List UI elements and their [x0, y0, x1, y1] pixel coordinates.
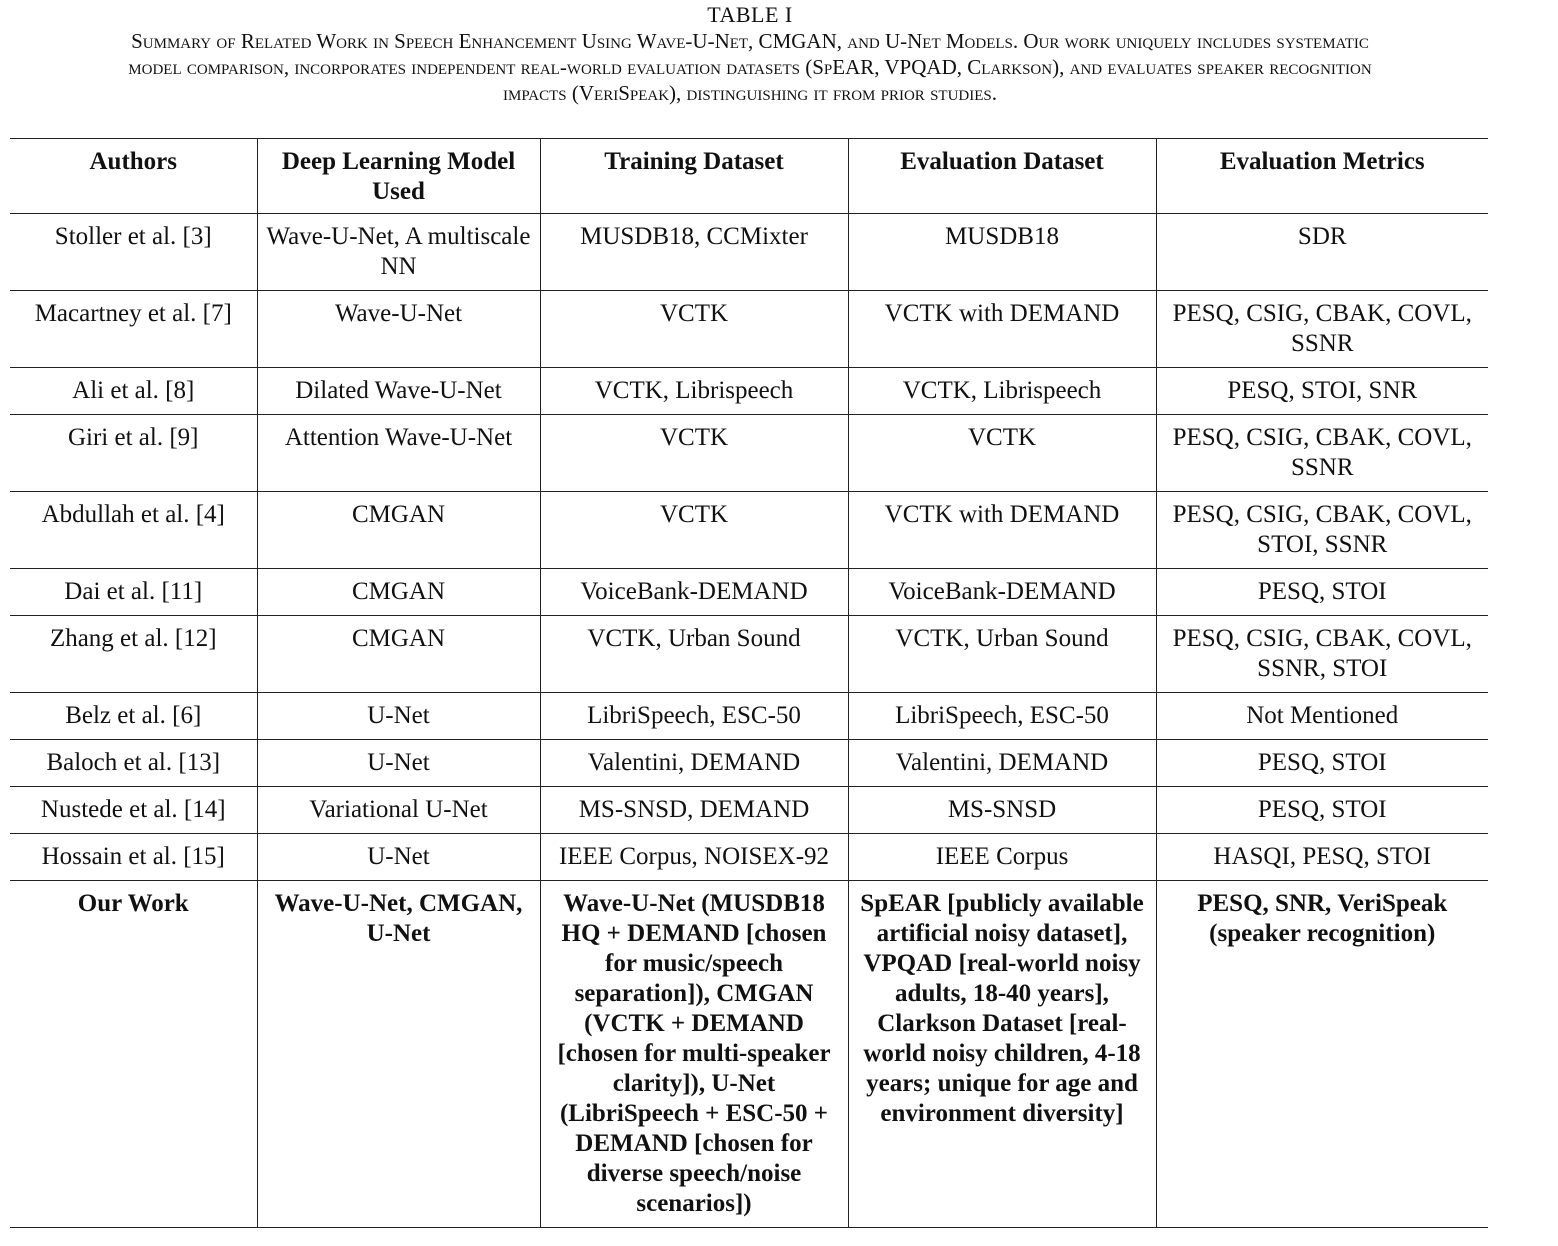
- cell-metrics: PESQ, CSIG, CBAK, COVL, SSNR, STOI: [1156, 616, 1488, 693]
- cell-authors: Our Work: [10, 881, 257, 1228]
- table-row: [10, 492, 1488, 569]
- cell-evaluation: MS-SNSD: [848, 787, 1156, 834]
- table-row: [10, 214, 1488, 291]
- cell-training: Wave-U-Net (MUSDB18 HQ + DEMAND [chosen for music/speech separation]), CMGAN (VCTK + DEMAND [chosen for multi-speaker clarity]), U-Net (LibriSpeech + ESC-50 + DEMAND [chosen for diverse speech/noise scenarios]): [540, 881, 848, 1228]
- cell-training: VCTK, Urban Sound: [540, 616, 848, 693]
- cell-metrics: PESQ, CSIG, CBAK, COVL, SSNR: [1156, 415, 1488, 492]
- cell-model: U-Net: [257, 834, 540, 881]
- cell-authors: Dai et al. [11]: [10, 569, 257, 616]
- table-row: [10, 291, 1488, 368]
- cell-model: Wave-U-Net: [257, 291, 540, 368]
- cell-model: CMGAN: [257, 616, 540, 693]
- header-evaluation-dataset: Evaluation Dataset: [848, 139, 1156, 214]
- cell-model: CMGAN: [257, 569, 540, 616]
- cell-metrics: PESQ, STOI, SNR: [1156, 368, 1488, 415]
- cell-training: VCTK: [540, 415, 848, 492]
- table-row: [10, 368, 1488, 415]
- cell-authors: Stoller et al. [3]: [10, 214, 257, 291]
- cell-evaluation: VCTK, Librispeech: [848, 368, 1156, 415]
- cell-authors: Abdullah et al. [4]: [10, 492, 257, 569]
- cell-model: U-Net: [257, 693, 540, 740]
- header-evaluation-metrics: Evaluation Metrics: [1156, 139, 1488, 214]
- cell-model: Wave-U-Net, CMGAN, U-Net: [257, 881, 540, 1228]
- header-training-dataset: Training Dataset: [540, 139, 848, 214]
- cell-evaluation: VCTK, Urban Sound: [848, 616, 1156, 693]
- cell-evaluation: VCTK: [848, 415, 1156, 492]
- cell-evaluation: VCTK with DEMAND: [848, 291, 1156, 368]
- cell-training: LibriSpeech, ESC-50: [540, 693, 848, 740]
- cell-training: Valentini, DEMAND: [540, 740, 848, 787]
- cell-metrics: SDR: [1156, 214, 1488, 291]
- caption-line-3: impacts (VeriSpeak), distinguishing it from prior studies.: [503, 81, 997, 105]
- cell-metrics: Not Mentioned: [1156, 693, 1488, 740]
- table-row: [10, 693, 1488, 740]
- related-work-table: [10, 138, 1488, 1228]
- table-row: [10, 415, 1488, 492]
- cell-metrics: PESQ, CSIG, CBAK, COVL, STOI, SSNR: [1156, 492, 1488, 569]
- table-row: [10, 834, 1488, 881]
- table-row-our-work: [10, 881, 1488, 1228]
- table-row: [10, 569, 1488, 616]
- cell-metrics: HASQI, PESQ, STOI: [1156, 834, 1488, 881]
- header-row: [10, 139, 1488, 214]
- cell-training: MS-SNSD, DEMAND: [540, 787, 848, 834]
- cell-training: IEEE Corpus, NOISEX-92: [540, 834, 848, 881]
- cell-metrics: PESQ, STOI: [1156, 787, 1488, 834]
- cell-training: VoiceBank-DEMAND: [540, 569, 848, 616]
- table-row: [10, 787, 1488, 834]
- cell-authors: Baloch et al. [13]: [10, 740, 257, 787]
- cell-authors: Macartney et al. [7]: [10, 291, 257, 368]
- cell-authors: Zhang et al. [12]: [10, 616, 257, 693]
- cell-training: VCTK, Librispeech: [540, 368, 848, 415]
- caption-line-2: model comparison, incorporates independent real-world evaluation datasets (SpEAR, VPQAD, Clarkson), and evaluates speaker recognition: [128, 55, 1372, 79]
- table-caption: [0, 2, 1500, 106]
- cell-evaluation: IEEE Corpus: [848, 834, 1156, 881]
- cell-authors: Belz et al. [6]: [10, 693, 257, 740]
- cell-evaluation: VCTK with DEMAND: [848, 492, 1156, 569]
- cell-evaluation: Valentini, DEMAND: [848, 740, 1156, 787]
- cell-metrics: PESQ, STOI: [1156, 569, 1488, 616]
- header-authors: Authors: [10, 139, 257, 214]
- cell-metrics: PESQ, CSIG, CBAK, COVL, SSNR: [1156, 291, 1488, 368]
- table-row: [10, 740, 1488, 787]
- caption-line-1: Summary of Related Work in Speech Enhancement Using Wave-U-Net, CMGAN, and U-Net Models. Our work uniquely includes systematic: [131, 29, 1369, 53]
- cell-evaluation: LibriSpeech, ESC-50: [848, 693, 1156, 740]
- cell-training: VCTK: [540, 492, 848, 569]
- cell-model: Wave-U-Net, A multiscale NN: [257, 214, 540, 291]
- cell-model: CMGAN: [257, 492, 540, 569]
- cell-metrics: PESQ, STOI: [1156, 740, 1488, 787]
- cell-evaluation: SpEAR [publicly available artificial noisy dataset], VPQAD [real-world noisy adults, 18-40 years], Clarkson Dataset [real-world noisy children, 4-18 years; unique for age and environment diversity]: [848, 881, 1156, 1228]
- cell-model: Attention Wave-U-Net: [257, 415, 540, 492]
- cell-training: VCTK: [540, 291, 848, 368]
- cell-model: Dilated Wave-U-Net: [257, 368, 540, 415]
- cell-authors: Nustede et al. [14]: [10, 787, 257, 834]
- header-model: Deep Learning Model Used: [257, 139, 540, 214]
- table-label: TABLE I: [707, 2, 793, 27]
- cell-model: Variational U-Net: [257, 787, 540, 834]
- cell-evaluation: MUSDB18: [848, 214, 1156, 291]
- cell-authors: Ali et al. [8]: [10, 368, 257, 415]
- cell-training: MUSDB18, CCMixter: [540, 214, 848, 291]
- cell-evaluation: VoiceBank-DEMAND: [848, 569, 1156, 616]
- cell-authors: Giri et al. [9]: [10, 415, 257, 492]
- cell-metrics: PESQ, SNR, VeriSpeak (speaker recognition): [1156, 881, 1488, 1228]
- cell-authors: Hossain et al. [15]: [10, 834, 257, 881]
- table-row: [10, 616, 1488, 693]
- cell-model: U-Net: [257, 740, 540, 787]
